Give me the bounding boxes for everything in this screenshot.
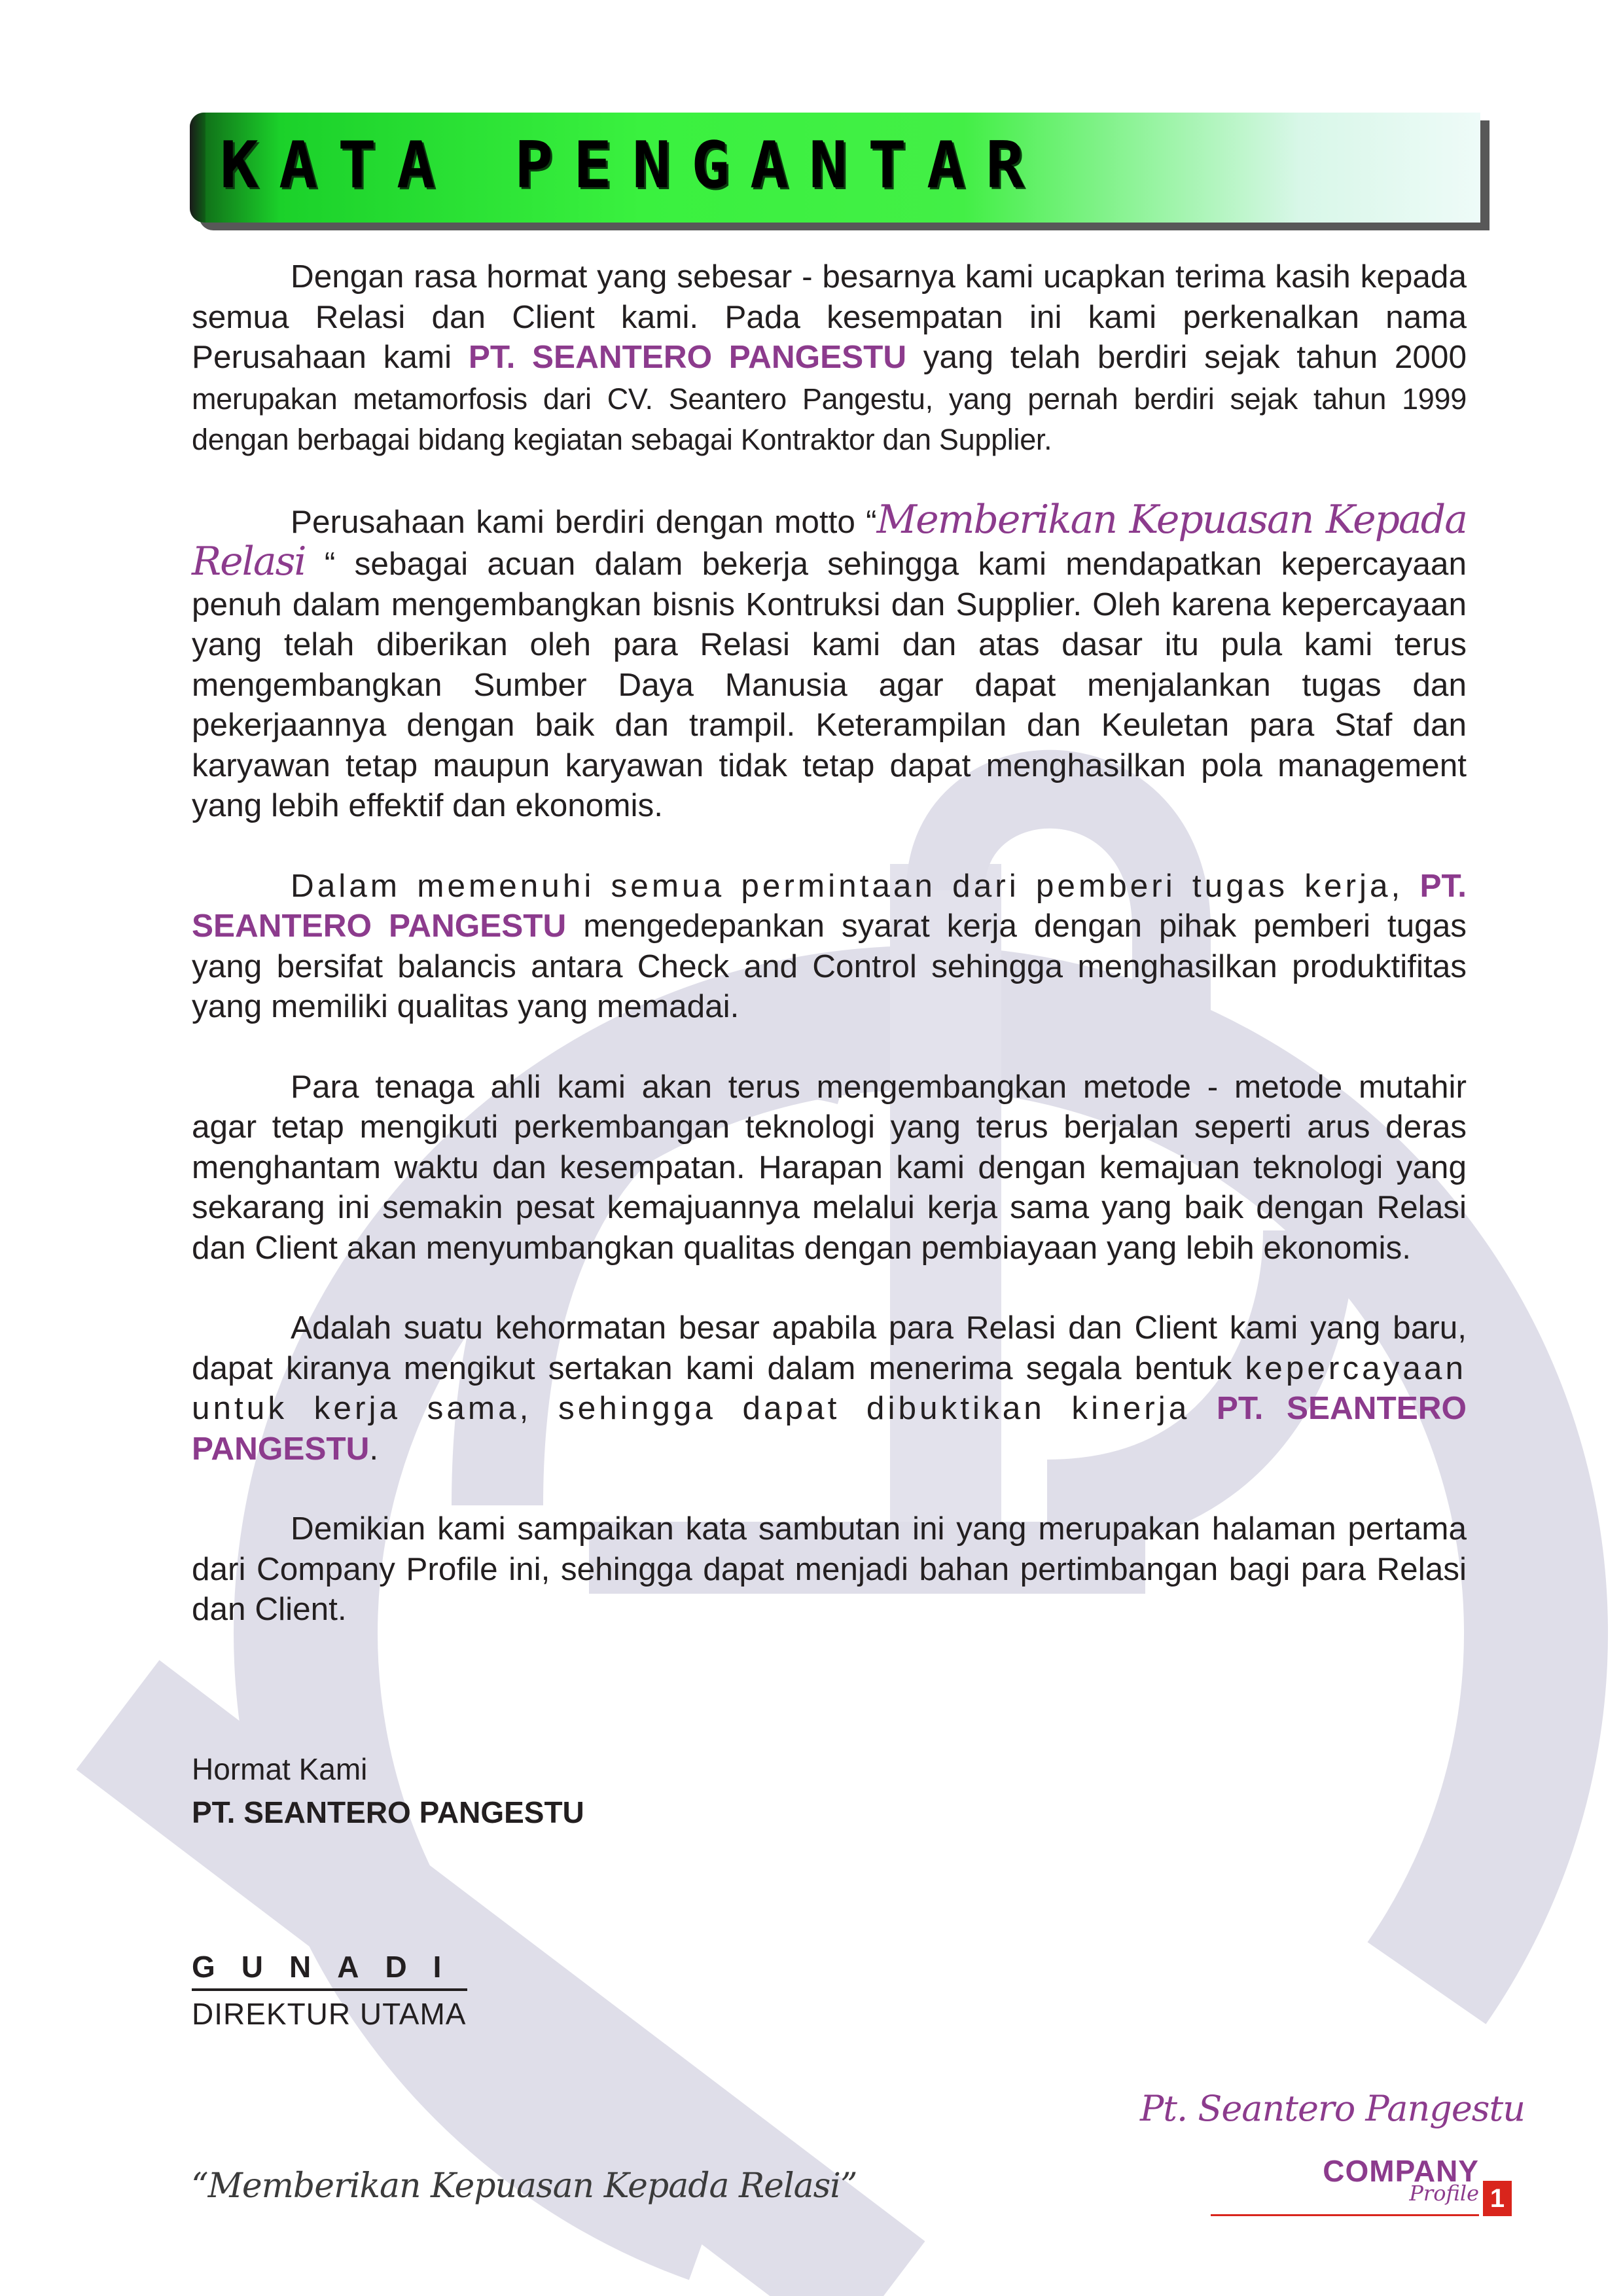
paragraph-4: Para tenaga ahli kami akan terus mengembangkan metode - metode mutahir agar tetap mengikuti perkembangan teknologi yang terus berjalan seperti arus deras menghantam waktu dan kesempatan. Harapan kami dengan kemajuan teknologi yang sekarang ini semakin pesat kemajuannya melalui kerja sama yang baik dengan Relasi dan Client akan menyumbangkan qualitas dengan pembiayaan yang lebih ekonomis. [192,1068,1467,1266]
footer-brand [1139,2088,1525,2232]
paragraph-2 [192,496,1467,826]
header-banner [190,113,1480,223]
paragraph-1-text: Dengan rasa hormat yang sebesar - besarnya kami ucapkan terima kasih kepada semua Relasi dan Client kami. Pada kesempatan ini kami perkenalkan nama Perusahaan kami [192,259,1467,375]
brand-profile-label: Profile [1409,2181,1479,2206]
signer-name: GUNADI [192,1949,467,1991]
footer-motto: “Memberikan Kepuasan Kepada Relasi” [191,2166,857,2206]
paragraph-2-text-2: “ sebagai acuan dalam bekerja sehingga kami mendapatkan kepercayaan penuh dalam mengembangkan bisnis Kontruksi dan Supplier. Oleh karena kepercayaan yang telah diberikan oleh para Relasi kami dan atas dasar itu pula kami terus mengembangkan Sumber Daya Manusia agar dapat menjalankan tugas dan pekerjaannya dengan baik dan trampil. Keterampilan dan Keuletan para Staf dan karyawan tetap maupun karyawan tidak tetap dapat menghasilkan pola management yang lebih effektif dan ekonomis. [192,546,1467,823]
letter-body [192,257,1467,1670]
paragraph-5-text-3: . [369,1430,379,1467]
paragraph-6: Demikian kami sampaikan kata sambutan ini yang merupakan halaman pertama dari Company Profile ini, sehingga dapat menjadi bahan pertimbangan bagi para Relasi dan Client. [192,1511,1467,1627]
company-name-highlight: PT. SEANTERO PANGESTU [192,867,1467,944]
signature-block [192,1949,467,2032]
paragraph-3-text-2: mengedepankan syarat kerja dengan pihak pemberi tugas yang bersifat balancis antara Check and Control sehingga menghasilkan produktifitas yang memiliki qualitas yang memadai. [192,908,1467,1024]
paragraph-1-text-2: yang telah berdiri sejak tahun 2000 [906,339,1467,375]
company-name-highlight: PT. SEANTERO PANGESTU [192,1390,1467,1467]
paragraph-5-text: Adalah suatu kehormatan besar apabila para Relasi dan Client kami yang baru, dapat kiranya mengikut sertakan kami dalam menerima segala bentuk [192,1310,1467,1386]
closing-greeting: Hormat Kami [192,1752,368,1786]
brand-underline [1211,2214,1479,2216]
paragraph-1-text-3: merupakan metamorfosis dari CV. Seantero Pangestu, yang pernah berdiri sejak tahun 1999 dengan berbagai bidang kegiatan sebagai Kontraktor dan Supplier. [192,382,1467,456]
paragraph-2-text: Perusahaan kami berdiri dengan motto “ [291,503,877,540]
paragraph-1 [192,257,1467,460]
paragraph-3-text: Dalam memenuhi semua permintaan dari pemberi tugas kerja, [291,867,1420,904]
brand-script-name: Pt. Seantero Pangestu [1139,2088,1525,2129]
closing-block [192,1748,584,1834]
paragraph-5-text-2: kepercayaan untuk kerja sama, sehingga dapat dibuktikan kinerja [192,1350,1467,1426]
closing-company: PT. SEANTERO PANGESTU [192,1795,584,1829]
paragraph-3 [192,866,1467,1027]
signer-title: DIREKTUR UTAMA [192,1997,467,2031]
page-title: KATA PENGANTAR [220,128,1045,203]
motto-inline: Memberikan Kepuasan Kepada Relasi [192,496,1467,584]
company-name-highlight: PT. SEANTERO PANGESTU [468,339,907,375]
paragraph-5 [192,1308,1467,1469]
page-number-badge: 1 [1483,2181,1512,2216]
brand-company-label: COMPANY [1323,2154,1479,2188]
